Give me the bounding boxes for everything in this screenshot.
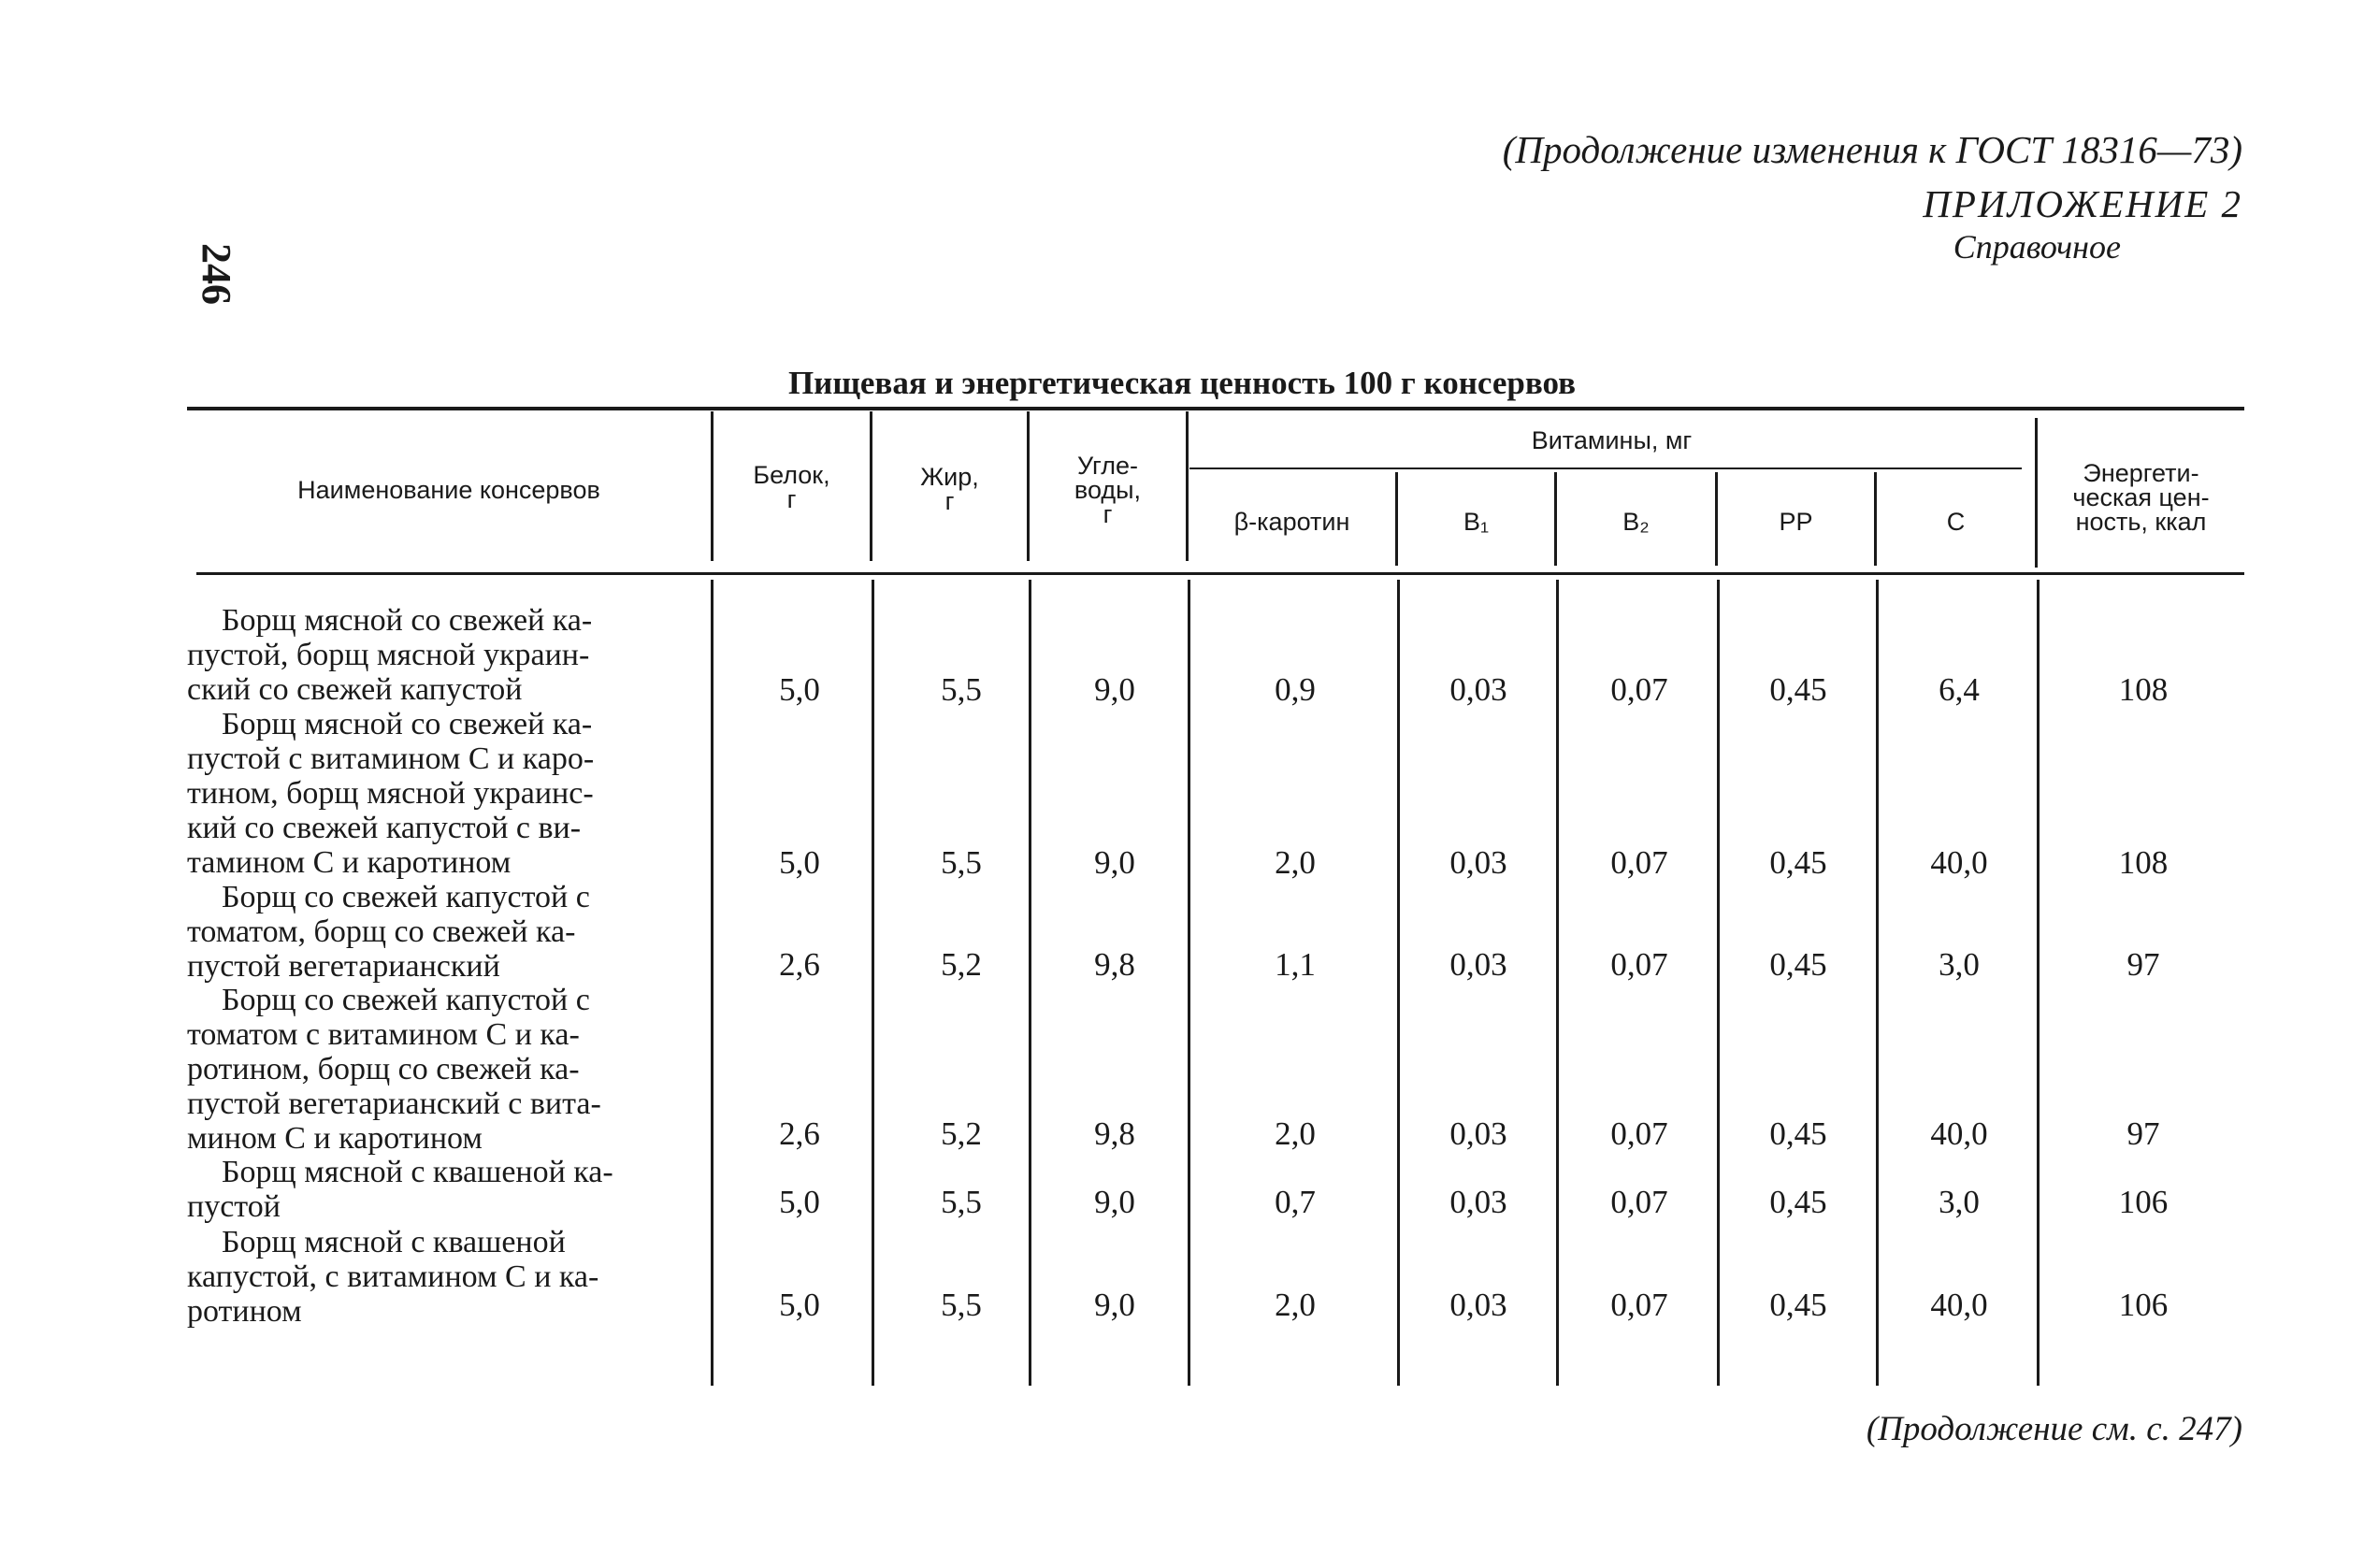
nutrition-table bbox=[187, 407, 2244, 1388]
table-cell-value: 5,5 bbox=[941, 1184, 982, 1220]
column-header-energy: Энергети- ческая цен- ность, ккал bbox=[2072, 459, 2210, 536]
table-cell-value: 6,4 bbox=[1939, 671, 1980, 708]
table-cell-value: 3,0 bbox=[1939, 946, 1980, 983]
table-cell-value: 0,45 bbox=[1769, 1115, 1827, 1152]
table-cell-value: 0,45 bbox=[1769, 1184, 1827, 1220]
column-header-pp: PP bbox=[1779, 508, 1813, 536]
table-cell-value: 9,8 bbox=[1094, 946, 1135, 983]
table-row-name: Борщ мясной с квашеной капустой, с витамином С и ка- ротином bbox=[187, 1225, 599, 1329]
table-row-name: Борщ со свежей капустой с томатом с витамином С и ка- ротином, борщ со свежей ка- пустой вегетарианский с вита- мином С и каротином bbox=[187, 983, 601, 1156]
table-cell-value: 2,6 bbox=[779, 1115, 820, 1152]
table-cell-value: 40,0 bbox=[1930, 1287, 1988, 1323]
table-cell-value: 9,8 bbox=[1094, 1115, 1135, 1152]
table-cell-value: 0,03 bbox=[1449, 671, 1507, 708]
table-cell-value: 0,03 bbox=[1449, 946, 1507, 983]
table-cell-value: 2,0 bbox=[1275, 1115, 1316, 1152]
table-cell-value: 0,45 bbox=[1769, 671, 1827, 708]
table-cell-value: 5,0 bbox=[779, 1184, 820, 1220]
table-cell-value: 0,03 bbox=[1449, 1115, 1507, 1152]
table-cell-value: 0,07 bbox=[1610, 1115, 1668, 1152]
table-cell-value: 5,0 bbox=[779, 671, 820, 708]
table-cell-value: 40,0 bbox=[1930, 1115, 1988, 1152]
table-cell-value: 1,1 bbox=[1275, 946, 1316, 983]
table-cell-value: 0,03 bbox=[1449, 844, 1507, 881]
table-cell-value: 5,2 bbox=[941, 946, 982, 983]
column-header-c: C bbox=[1946, 508, 1966, 536]
table-cell-value: 3,0 bbox=[1939, 1184, 1980, 1220]
column-header-carbs: Угле- воды, г bbox=[1074, 452, 1142, 528]
table-cell-value: 0,45 bbox=[1769, 844, 1827, 881]
table-cell-value: 0,07 bbox=[1610, 1287, 1668, 1323]
table-top-rule bbox=[187, 407, 2244, 410]
table-cell-value: 0,07 bbox=[1610, 671, 1668, 708]
table-title: Пищевая и энергетическая ценность 100 г консервов bbox=[787, 365, 1577, 401]
column-group-vitamins: Витамины, мг bbox=[1531, 426, 1693, 454]
appendix-reference-note: Справочное bbox=[1953, 228, 2121, 266]
table-cell-value: 2,0 bbox=[1275, 1287, 1316, 1323]
table-cell-value: 9,0 bbox=[1094, 844, 1135, 881]
column-header-b2: B₂ bbox=[1622, 508, 1650, 536]
table-cell-value: 9,0 bbox=[1094, 671, 1135, 708]
body-divider bbox=[711, 580, 714, 1386]
table-row-name: Борщ со свежей капустой с томатом, борщ со свежей ка- пустой вегетарианский bbox=[187, 880, 590, 984]
table-cell-value: 5,5 bbox=[941, 844, 982, 881]
header-bottom-rule bbox=[196, 572, 2244, 575]
table-cell-value: 5,0 bbox=[779, 1287, 820, 1323]
table-cell-value: 97 bbox=[2126, 1115, 2160, 1152]
table-cell-value: 0,45 bbox=[1769, 1287, 1827, 1323]
table-row-name: Борщ мясной с квашеной ка- пустой bbox=[187, 1155, 613, 1224]
vitamins-group-rule bbox=[1189, 468, 2022, 469]
table-cell-value: 97 bbox=[2126, 946, 2160, 983]
table-cell-value: 108 bbox=[2118, 671, 2169, 708]
table-cell-value: 0,07 bbox=[1610, 844, 1668, 881]
table-cell-value: 0,03 bbox=[1449, 1287, 1507, 1323]
table-cell-value: 5,5 bbox=[941, 1287, 982, 1323]
column-header-b1: B₁ bbox=[1463, 508, 1490, 536]
table-cell-value: 0,07 bbox=[1610, 946, 1668, 983]
table-cell-value: 2,6 bbox=[779, 946, 820, 983]
table-cell-value: 108 bbox=[2118, 844, 2169, 881]
table-row-name: Борщ мясной со свежей ка- пустой с витамином С и каро- тином, борщ мясной украинс- кий со свежей капустой с ви- тамином С и каротином bbox=[187, 707, 595, 880]
column-header-beta-carotene: β-каротин bbox=[1233, 508, 1350, 536]
table-cell-value: 0,9 bbox=[1275, 671, 1316, 708]
table-row-name: Борщ мясной со свежей ка- пустой, борщ мясной украин- ский со свежей капустой bbox=[187, 603, 593, 707]
table-cell-value: 106 bbox=[2118, 1287, 2169, 1323]
table-cell-value: 5,0 bbox=[779, 844, 820, 881]
continuation-header: (Продолжение изменения к ГОСТ 18316—73) bbox=[1502, 128, 2242, 171]
table-cell-value: 2,0 bbox=[1275, 844, 1316, 881]
continuation-footer: (Продолжение см. с. 247) bbox=[1866, 1410, 2242, 1448]
appendix-title: ПРИЛОЖЕНИЕ 2 bbox=[1923, 182, 2242, 225]
table-cell-value: 9,0 bbox=[1094, 1287, 1135, 1323]
table-cell-value: 0,03 bbox=[1449, 1184, 1507, 1220]
table-cell-value: 106 bbox=[2118, 1184, 2169, 1220]
table-cell-value: 0,45 bbox=[1769, 946, 1827, 983]
table-cell-value: 5,2 bbox=[941, 1115, 982, 1152]
column-header-name: Наименование консервов bbox=[297, 476, 600, 504]
column-header-protein: Белок, г bbox=[753, 461, 830, 513]
table-cell-value: 40,0 bbox=[1930, 844, 1988, 881]
table-cell-value: 0,7 bbox=[1275, 1184, 1316, 1220]
table-cell-value: 9,0 bbox=[1094, 1184, 1135, 1220]
table-cell-value: 0,07 bbox=[1610, 1184, 1668, 1220]
page-number: 246 bbox=[194, 243, 239, 305]
table-cell-value: 5,5 bbox=[941, 671, 982, 708]
column-header-fat: Жир, г bbox=[920, 463, 979, 515]
